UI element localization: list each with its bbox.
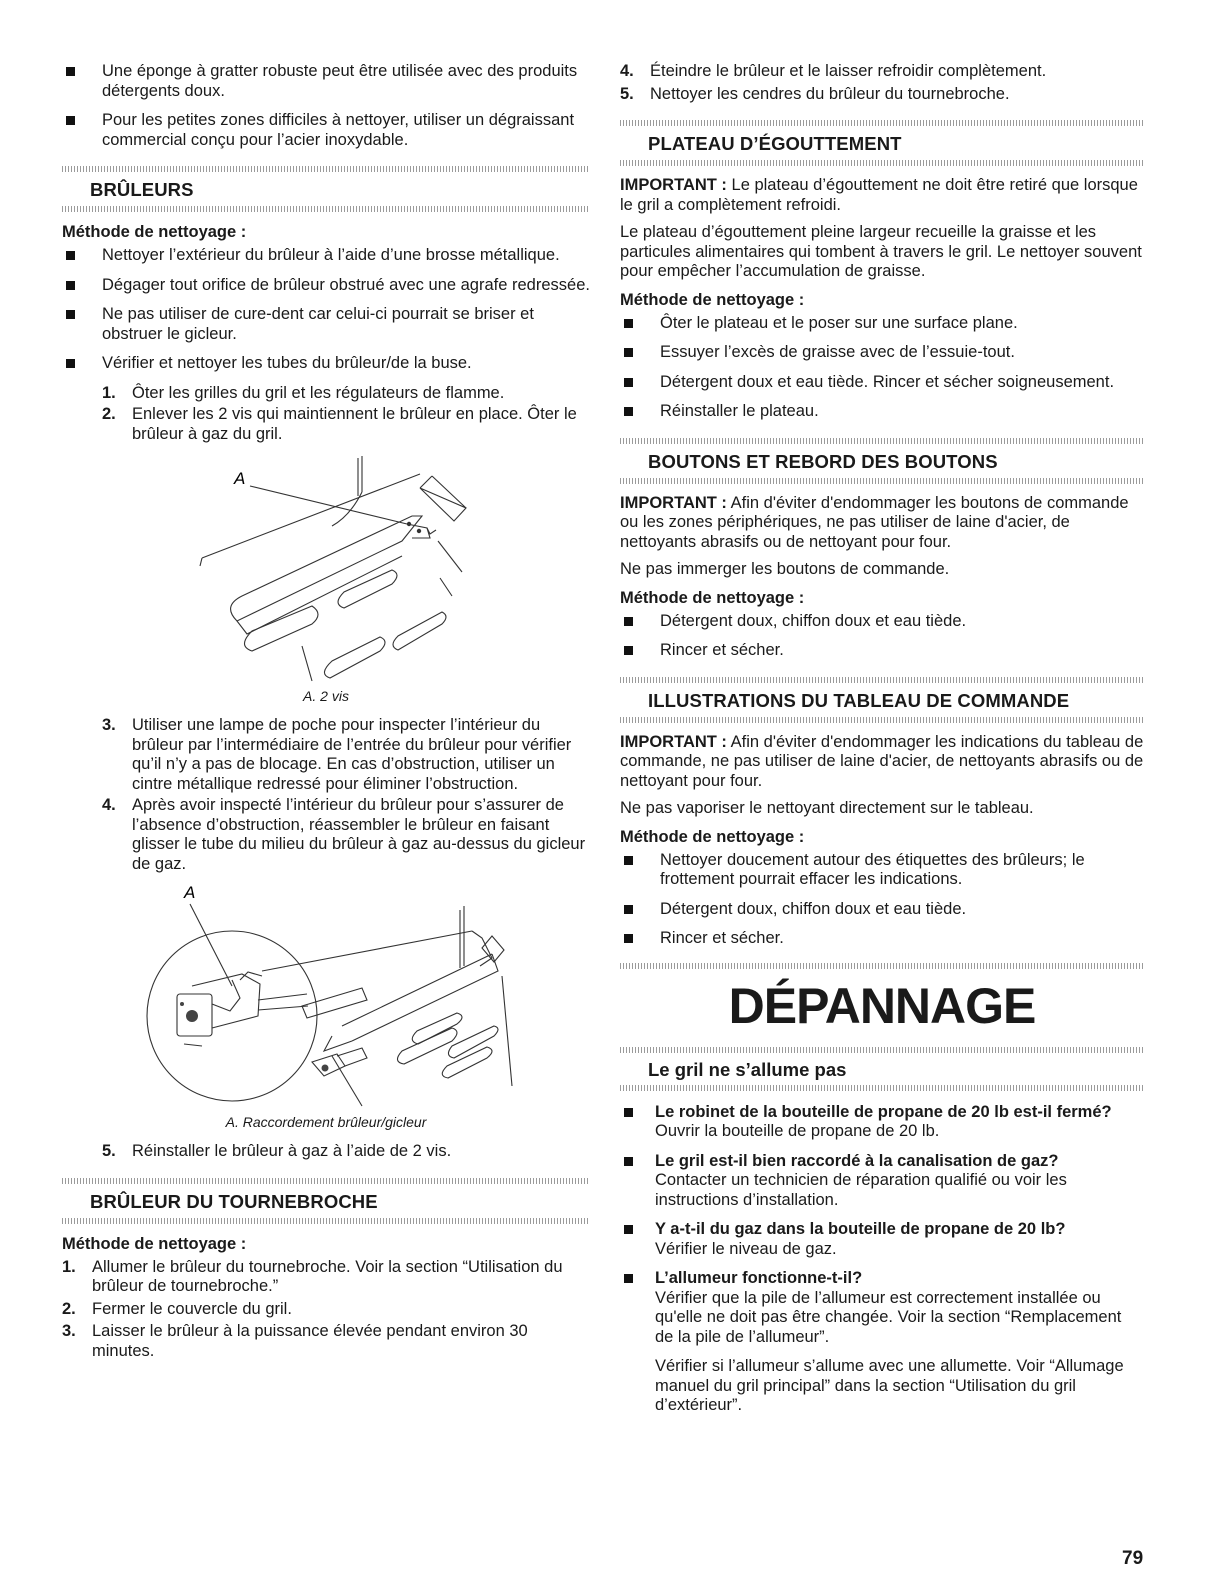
burner-connection-figure xyxy=(62,876,590,1130)
bullet-item: Réinstaller le plateau. xyxy=(620,402,1144,422)
bullet-item: Nettoyer doucement autour des étiquettes des brûleurs; le frottement pourrait effacer les indications. xyxy=(620,851,1144,890)
figure-caption: A. 2 vis xyxy=(303,688,349,704)
section-title: BRÛLEURS xyxy=(90,179,194,200)
page-title: DÉPANNAGE xyxy=(728,977,1036,1034)
paragraph: Ne pas vaporiser le nettoyant directement sur le tableau. xyxy=(620,799,1034,817)
method-label: Méthode de nettoyage : xyxy=(620,588,805,607)
bullet-item: Rincer et sécher. xyxy=(620,929,1144,949)
step-item: 3. Utiliser une lampe de poche pour inspecter l’intérieur du brûleur par l’intermédiaire de l’entrée du brûleur pour vérifier qu’il n’y a pas de blocage. En cas d’obstruction, utiliser un cintre métallique redressé pour éliminer l’obstruction. xyxy=(102,716,572,793)
step-item: 5. Réinstaller le brûleur à gaz à l’aide de 2 vis. xyxy=(102,1142,452,1160)
step-item: 2. Fermer le couvercle du gril. xyxy=(62,1299,292,1318)
bullet-item: Rincer et sécher. xyxy=(620,641,1144,661)
step-item: 5. Nettoyer les cendres du brûleur du tournebroche. xyxy=(620,84,1010,103)
subsection-title: Le gril ne s’allume pas xyxy=(648,1058,847,1080)
section-title: BRÛLEUR DU TOURNEBROCHE xyxy=(90,1190,378,1212)
right-column xyxy=(620,62,1144,1426)
important-note: IMPORTANT : Afin d'éviter d'endommager les indications du tableau de commande, ne pas utiliser de laine d'acier, de nettoyants abrasifs ou de nettoyant pour four. xyxy=(620,732,1144,790)
step-item: 4. Après avoir inspecté l’intérieur du brûleur pour s’assurer de l’absence d’obstruction, réassembler le brûleur en faisant glisser le tube du milieu du brûleur à gaz au-dessus du gicleur de gaz. xyxy=(102,796,586,873)
figure-caption: A. Raccordement brûleur/gicleur xyxy=(225,1114,427,1130)
step-item: 4. Éteindre le brûleur et le laisser refroidir complètement. xyxy=(620,62,1047,80)
bullet-item: Vérifier et nettoyer les tubes du brûleur/de la buse. xyxy=(62,354,590,374)
bullet-item: Détergent doux et eau tiède. Rincer et sécher soigneusement. xyxy=(620,373,1144,393)
section-title: BOUTONS ET REBORD DES BOUTONS xyxy=(648,450,998,472)
troubleshooting-item: Le robinet de la bouteille de propane de 20 lb est-il fermé? Ouvrir la bouteille de propane de 20 lb. xyxy=(620,1103,1144,1142)
method-label: Méthode de nettoyage : xyxy=(62,223,247,241)
section-bruleurs xyxy=(62,166,590,212)
step-item: 1. Allumer le brûleur du tournebroche. Voir la section “Utilisation du brûleur de tournebroche.” xyxy=(62,1257,563,1295)
bullet-item: Ôter le plateau et le poser sur une surface plane. xyxy=(620,314,1144,334)
method-label: Méthode de nettoyage : xyxy=(620,290,805,309)
method-label: Méthode de nettoyage : xyxy=(62,1234,247,1253)
troubleshooting-item: Y a-t-il du gaz dans la bouteille de propane de 20 lb? Vérifier le niveau de gaz. xyxy=(620,1220,1144,1259)
troubleshooting-item: L’allumeur fonctionne-t-il? Vérifier que la pile de l’allumeur est correctement installée ou qu'elle ne doit pas être changée. Voir la section “Remplacement de la pile de l’allumeur”. Vérifier si l’allumeur s’allume avec une allumette. Voir “Allumage manuel du gril principal” dans la section “Utilisation du gril d’extérieur”. xyxy=(620,1269,1144,1416)
left-column xyxy=(62,62,590,1364)
bullet-item: Détergent doux, chiffon doux et eau tiède. xyxy=(620,900,1144,920)
method-label: Méthode de nettoyage : xyxy=(620,827,805,846)
section-plateau xyxy=(620,120,1144,166)
bullet-item: Détergent doux, chiffon doux et eau tiède. xyxy=(620,612,1144,632)
bullet-item: Dégager tout orifice de brûleur obstrué avec une agrafe redressée. xyxy=(62,276,590,296)
paragraph: Le plateau d’égouttement pleine largeur recueille la graisse et les particules alimentaires qui tombent à travers le gril. Le nettoyer souvent pour empêcher l’accumulation de graisse. xyxy=(620,223,1142,280)
bullet-item: Nettoyer l’extérieur du brûleur à l’aide d’une brosse métallique. xyxy=(62,246,590,266)
figure-label: A xyxy=(234,469,246,488)
section-boutons xyxy=(620,438,1144,484)
section-tournebroche xyxy=(62,1178,590,1224)
burner-screws-figure xyxy=(62,446,590,704)
burner-connection-illustration xyxy=(62,876,590,1108)
section-title: ILLUSTRATIONS DU TABLEAU DE COMMANDE xyxy=(648,689,1070,711)
important-note: IMPORTANT : Le plateau d’égouttement ne doit être retiré que lorsque le gril a complètement refroidi. xyxy=(620,176,1138,214)
bullet-item: Ne pas utiliser de cure-dent car celui-ci pourrait se briser et obstruer le gicleur. xyxy=(62,305,590,344)
page-number: 79 xyxy=(1122,1548,1144,1569)
troubleshooting-subsection xyxy=(620,1047,1144,1091)
burner-screws-illustration xyxy=(62,446,590,682)
bullet-item: Une éponge à gratter robuste peut être utilisée avec des produits détergents doux. xyxy=(62,62,590,101)
step-item: 1. Ôter les grilles du gril et les régulateurs de flamme. xyxy=(102,383,505,402)
step-item: 2. Enlever les 2 vis qui maintiennent le brûleur en place. Ôter le brûleur à gaz du gril. xyxy=(102,405,577,443)
section-illustrations xyxy=(620,677,1144,723)
bullet-item: Pour les petites zones difficiles à nettoyer, utiliser un dégraissant commercial conçu pour l’acier inoxydable. xyxy=(62,111,590,150)
troubleshooting-item: Le gril est-il bien raccordé à la canalisation de gaz? Contacter un technicien de réparation qualifié ou voir les instructions d’installation. xyxy=(620,1152,1144,1211)
section-title: PLATEAU D’ÉGOUTTEMENT xyxy=(648,133,902,154)
paragraph: Ne pas immerger les boutons de commande. xyxy=(620,560,950,578)
figure-label: A xyxy=(184,883,196,902)
important-note: IMPORTANT : Afin d'éviter d'endommager les boutons de commande ou les zones périphériques, ne pas utiliser de laine d'acier, de nettoyants abrasifs ou de nettoyant pour four. xyxy=(620,493,1129,551)
bullet-item: Essuyer l’excès de graisse avec de l’essuie-tout. xyxy=(620,343,1144,363)
step-item: 3. Laisser le brûleur à la puissance élevée pendant environ 30 minutes. xyxy=(62,1322,528,1360)
